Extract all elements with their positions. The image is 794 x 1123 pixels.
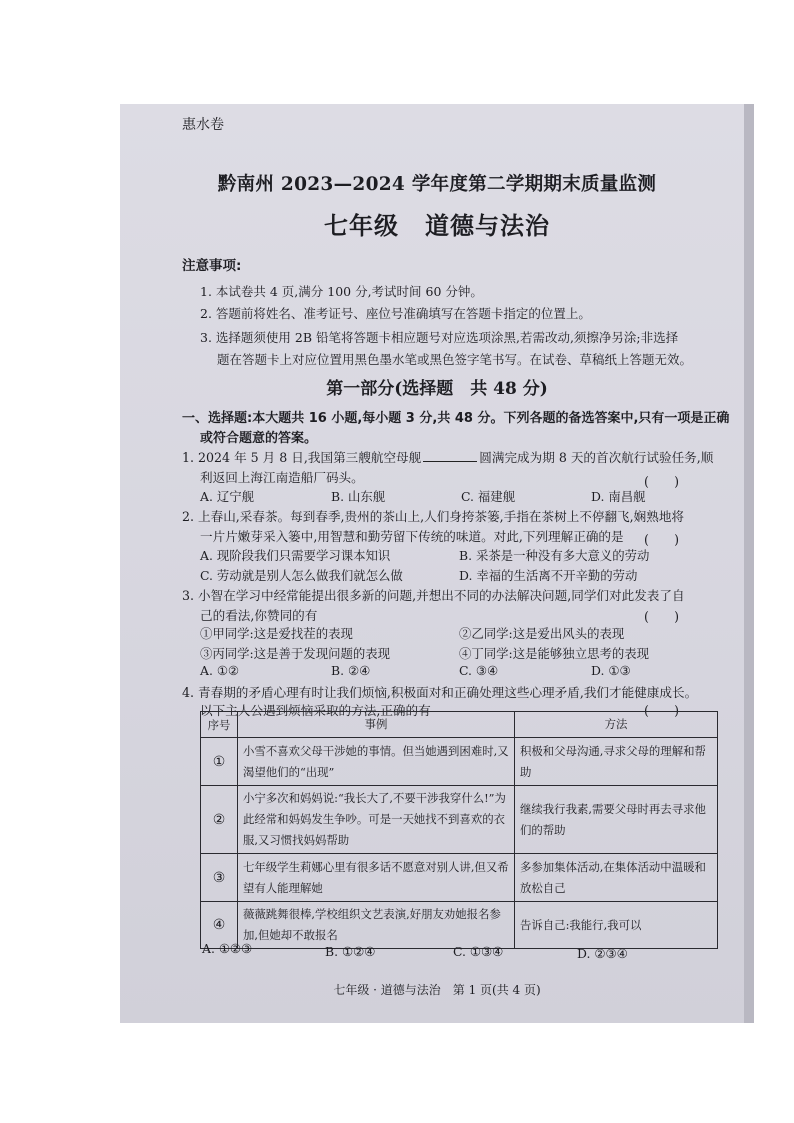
option: B. ②④ xyxy=(331,663,371,678)
statement: ②乙同学:这是爱出风头的表现 xyxy=(459,626,625,641)
brand-label: 惠水卷 xyxy=(182,117,224,133)
table-cell-number: ② xyxy=(201,786,238,854)
statement: ①甲同学:这是爱找茬的表现 xyxy=(200,626,353,641)
paper-edge-shadow xyxy=(744,104,754,1023)
answer-blank xyxy=(423,461,477,462)
option: D. ②③④ xyxy=(577,946,628,961)
question-1-text xyxy=(182,447,713,466)
table-cell-method: 告诉自己:我能行,我可以 xyxy=(515,902,718,949)
part-title: 第一部分(选择题 共 48 分) xyxy=(326,379,548,399)
table-cell-method: 继续我行我素,需要父母时再去寻求他们的帮助 xyxy=(515,786,718,854)
subject-label: 道德与法治 xyxy=(425,211,550,240)
option: C. ①③④ xyxy=(453,944,504,959)
section-instruction: 一、选择题:本大题共 16 小题,每小题 3 分,共 48 分。下列各题的备选答案中,只有一项是正确 xyxy=(182,411,730,426)
question-2-text: 2. 上春山,采春茶。每到春季,贵州的茶山上,人们身挎茶篓,手指在茶树上不停翻飞,娴熟地将 xyxy=(182,509,685,524)
answer-parentheses: ( ) xyxy=(644,532,680,547)
option: C. 劳动就是别人怎么做我们就怎么做 xyxy=(200,568,403,583)
table-row xyxy=(201,902,718,949)
question-2-text: 一片片嫩芽采入篓中,用智慧和勤劳留下传统的味道。对此,下列理解正确的是 xyxy=(200,529,624,544)
statement: ③丙同学:这是善于发现问题的表现 xyxy=(200,646,391,661)
exam-subtitle xyxy=(120,206,754,241)
option: C. ③④ xyxy=(459,663,499,678)
option: B. 山东舰 xyxy=(331,489,386,504)
note-item: 2. 答题前将姓名、准考证号、座位号准确填写在答题卡指定的位置上。 xyxy=(200,306,591,321)
table-cell-example: 七年级学生莉娜心里有很多话不愿意对别人讲,但又希望有人能理解她 xyxy=(238,854,515,902)
option: C. 福建舰 xyxy=(461,489,516,504)
option: A. ①② xyxy=(200,663,240,678)
question-1-stem: 1. 2024 年 5 月 8 日,我国第三艘航空母舰 xyxy=(182,450,422,465)
table-row xyxy=(201,738,718,786)
option: D. ①③ xyxy=(591,663,631,678)
question-4-text: 以下主人公遇到烦恼采取的方法,正确的有 xyxy=(200,703,431,718)
table-header: 事例 xyxy=(238,712,515,738)
exam-page xyxy=(120,104,754,1023)
option: D. 幸福的生活离不开辛勤的劳动 xyxy=(459,568,638,583)
statement: ④丁同学:这是能够独立思考的表现 xyxy=(459,646,650,661)
table-header: 序号 xyxy=(201,712,238,738)
table-header: 方法 xyxy=(515,712,718,738)
table-cell-example: 小宁多次和妈妈说:“我长大了,不要干涉我穿什么!”为此经常和妈妈发生争吵。可是一天她找不到喜欢的衣服,又习惯找妈妈帮助 xyxy=(238,786,515,854)
note-item: 题在答题卡上对应位置用黑色墨水笔或黑色签字笔书写。在试卷、草稿纸上答题无效。 xyxy=(217,352,693,367)
exam-title: 黔南州 2023—2024 学年度第二学期期末质量监测 xyxy=(217,174,657,195)
answer-parentheses: ( ) xyxy=(644,703,680,718)
question-3-text: 3. 小智在学习中经常能提出很多新的问题,并想出不同的办法解决问题,同学们对此发表了自 xyxy=(182,588,685,603)
table-cell-method: 积极和父母沟通,寻求父母的理解和帮助 xyxy=(515,738,718,786)
answer-parentheses: ( ) xyxy=(644,609,680,624)
option: B. 采茶是一种没有多大意义的劳动 xyxy=(459,548,650,563)
option: D. 南昌舰 xyxy=(591,489,646,504)
note-item: 3. 选择题须使用 2B 铅笔将答题卡相应题号对应选项涂黑,若需改动,须擦净另涂;非选择 xyxy=(200,330,679,345)
question-1-text: 利返回上海江南造船厂码头。 xyxy=(200,470,364,485)
option: A. ①②③ xyxy=(202,941,253,956)
table-cell-number: ④ xyxy=(201,902,238,949)
table-header-row xyxy=(201,712,718,738)
table-cell-example: 小雪不喜欢父母干涉她的事情。但当她遇到困难时,又渴望他们的“出现” xyxy=(238,738,515,786)
option: A. 辽宁舰 xyxy=(200,489,254,504)
notes-heading: 注意事项: xyxy=(182,258,242,274)
table-cell-number: ① xyxy=(201,738,238,786)
option: A. 现阶段我们只需要学习课本知识 xyxy=(200,548,391,563)
table-cell-method: 多参加集体活动,在集体活动中温暖和放松自己 xyxy=(515,854,718,902)
note-item: 1. 本试卷共 4 页,满分 100 分,考试时间 60 分钟。 xyxy=(200,284,483,299)
question-3-text: 己的看法,你赞同的有 xyxy=(200,608,318,623)
page-footer: 七年级 · 道德与法治 第 1 页(共 4 页) xyxy=(333,983,541,997)
table-cell-example: 薇薇跳舞很棒,学校组织文艺表演,好朋友劝她报名参加,但她却不敢报名 xyxy=(238,902,515,949)
table-row xyxy=(201,854,718,902)
grade-label: 七年级 xyxy=(324,211,399,240)
option: B. ①②④ xyxy=(325,944,376,959)
table-row xyxy=(201,786,718,854)
section-instruction: 或符合题意的答案。 xyxy=(200,431,318,446)
question-1-stem: 圆满完成为期 8 天的首次航行试验任务,顺 xyxy=(479,450,714,465)
answer-parentheses: ( ) xyxy=(644,474,680,489)
question-4-text: 4. 青春期的矛盾心理有时让我们烦恼,积极面对和正确处理这些心理矛盾,我们才能健康成长。 xyxy=(182,685,698,700)
question-4-table xyxy=(200,711,718,949)
table-cell-number: ③ xyxy=(201,854,238,902)
